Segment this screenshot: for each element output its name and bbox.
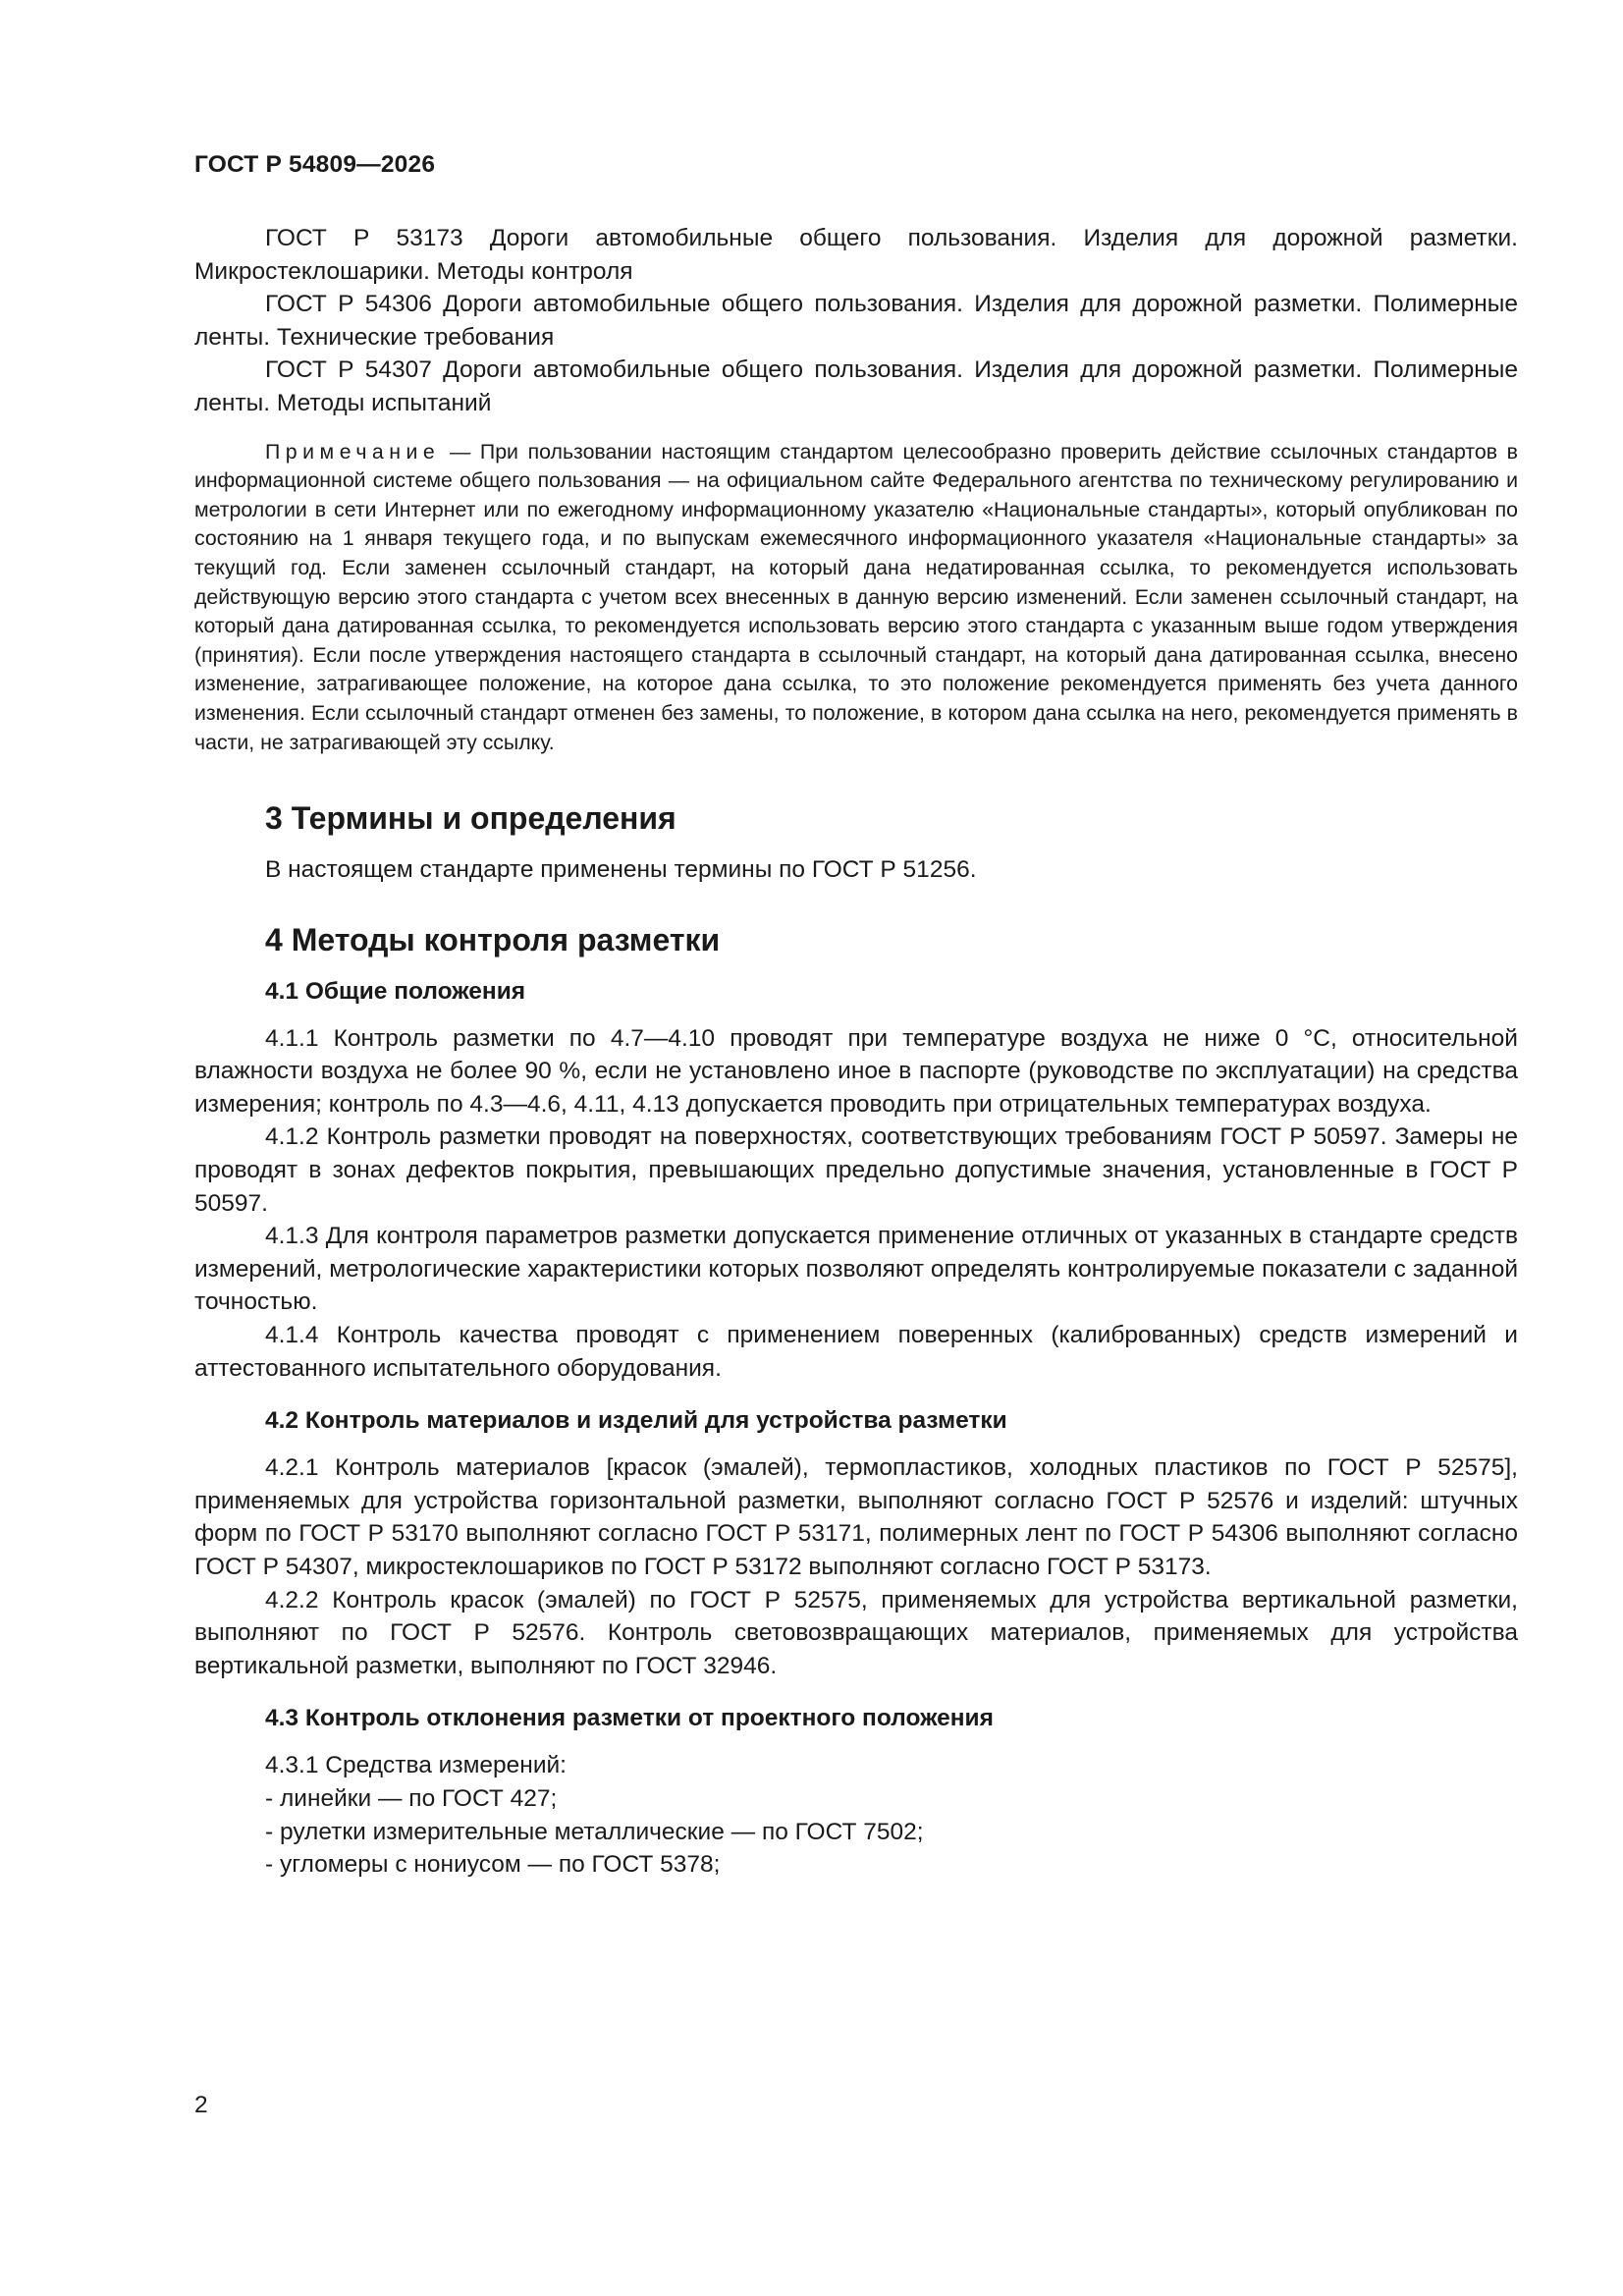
note-label: Примечание [265,439,441,464]
section-4-heading: 4 Методы контроля разметки [265,921,721,957]
page-number: 2 [194,2092,208,2118]
paragraph-4-2-2: 4.2.2 Контроль красок (эмалей) по ГОСТ Р 52575, применяемых для устройства вертикальной разметки, выполняют по ГОСТ Р 52576. Контроль световозвращающих материалов, применяемых для устройства вертикальной разметки, выполняют по ГОСТ 32946. [194,1586,1518,1679]
reference-item: ГОСТ Р 53173 Дороги автомобильные общего пользования. Изделия для дорожной разметки. Микростеклошарики. Методы контроля [194,225,1518,285]
note-paragraph [194,438,1518,758]
paragraph-4-1-2: 4.1.2 Контроль разметки проводят на поверхностях, соответствующих требованиям ГОСТ Р 50597. Замеры не проводят в зонах дефектов покрытия, превышающих предельно допустимые значения, установленные в ГОСТ Р 50597. [194,1123,1518,1217]
paragraph-4-3-1: 4.3.1 Средства измерений: [265,1752,567,1779]
document-body [194,222,1518,1882]
page-header-standard-id: ГОСТ Р 54809—2026 [194,151,436,178]
document-page [194,0,1518,2296]
reference-item: ГОСТ Р 54306 Дороги автомобильные общего пользования. Изделия для дорожной разметки. Полимерные ленты. Технические требования [194,291,1518,351]
list-item: - угломеры с нониусом — по ГОСТ 5378; [265,1851,721,1879]
list-item: - рулетки измерительные металлические — по ГОСТ 7502; [265,1818,924,1845]
reference-item: ГОСТ Р 54307 Дороги автомобильные общего пользования. Изделия для дорожной разметки. Полимерные ленты. Методы испытаний [194,356,1518,416]
section-3-heading: 3 Термины и определения [265,800,676,837]
paragraph-4-1-4: 4.1.4 Контроль качества проводят с применением поверенных (калиброванных) средств измерений и аттестованного испытательного оборудования. [194,1322,1518,1382]
subsection-4-1-heading: 4.1 Общие положения [265,977,526,1005]
subsection-4-3-heading: 4.3 Контроль отклонения разметки от проектного положения [265,1705,994,1732]
note-text: — При пользовании настоящим стандартом целесообразно проверить действие ссылочных стандартов в информационной системе общего пользования — на официальном сайте Федерального агентства по техническому регулированию и метрологии в сети Интернет или по ежегодному информационному указателю «Национальные стандарты», который опубликован по состоянию на 1 января текущего года, и по выпускам ежемесячного информационного указателя «Национальные стандарты» за текущий год. Если заменен ссылочный стандарт, на который дана недатированная ссылка, то рекомендуется использовать действующую версию этого стандарта с учетом всех внесенных в данную версию изменений. Если заменен ссылочный стандарт, на который дана датированная ссылка, то рекомендуется использовать версию этого стандарта с указанным выше годом утверждения (принятия). Если после утверждения настоящего стандарта в ссылочный стандарт, на который дана датированная ссылка, внесено изменение, затрагивающее положение, на которое дана ссылка, то это положение рекомендуется применять без учета данного изменения. Если ссылочный стандарт отменен без замены, то положение, в котором дана ссылка на него, рекомендуется применять в части, не затрагивающей эту ссылку. [194,439,1518,754]
paragraph-4-1-1: 4.1.1 Контроль разметки по 4.7—4.10 проводят при температуре воздуха не ниже 0 °С, относительной влажности воздуха не более 90 %, если не установлено иное в паспорте (руководстве по эксплуатации) на средства измерения; контроль по 4.3—4.6, 4.11, 4.13 допускается проводить при отрицательных температурах воздуха. [194,1024,1518,1118]
list-item: - линейки — по ГОСТ 427; [265,1784,558,1812]
subsection-4-2-heading: 4.2 Контроль материалов и изделий для устройства разметки [265,1407,1007,1435]
section-3-text: В настоящем стандарте применены термины по ГОСТ Р 51256. [265,856,977,884]
paragraph-4-1-3: 4.1.3 Для контроля параметров разметки допускается применение отличных от указанных в стандарте средств измерений, метрологические характеристики которых позволяют определять контролируемые показатели с заданной точностью. [194,1223,1518,1316]
paragraph-4-2-1: 4.2.1 Контроль материалов [красок (эмалей), термопластиков, холодных пластиков по ГОСТ Р 52575], применяемых для устройства горизонтальной разметки, выполняют согласно ГОСТ Р 52576 и изделий: штучных форм по ГОСТ Р 53170 выполняют согласно ГОСТ Р 53171, полимерных лент по ГОСТ Р 54306 выполняют согласно ГОСТ Р 54307, микростеклошариков по ГОСТ Р 53172 выполняют согласно ГОСТ Р 53173. [194,1454,1518,1580]
